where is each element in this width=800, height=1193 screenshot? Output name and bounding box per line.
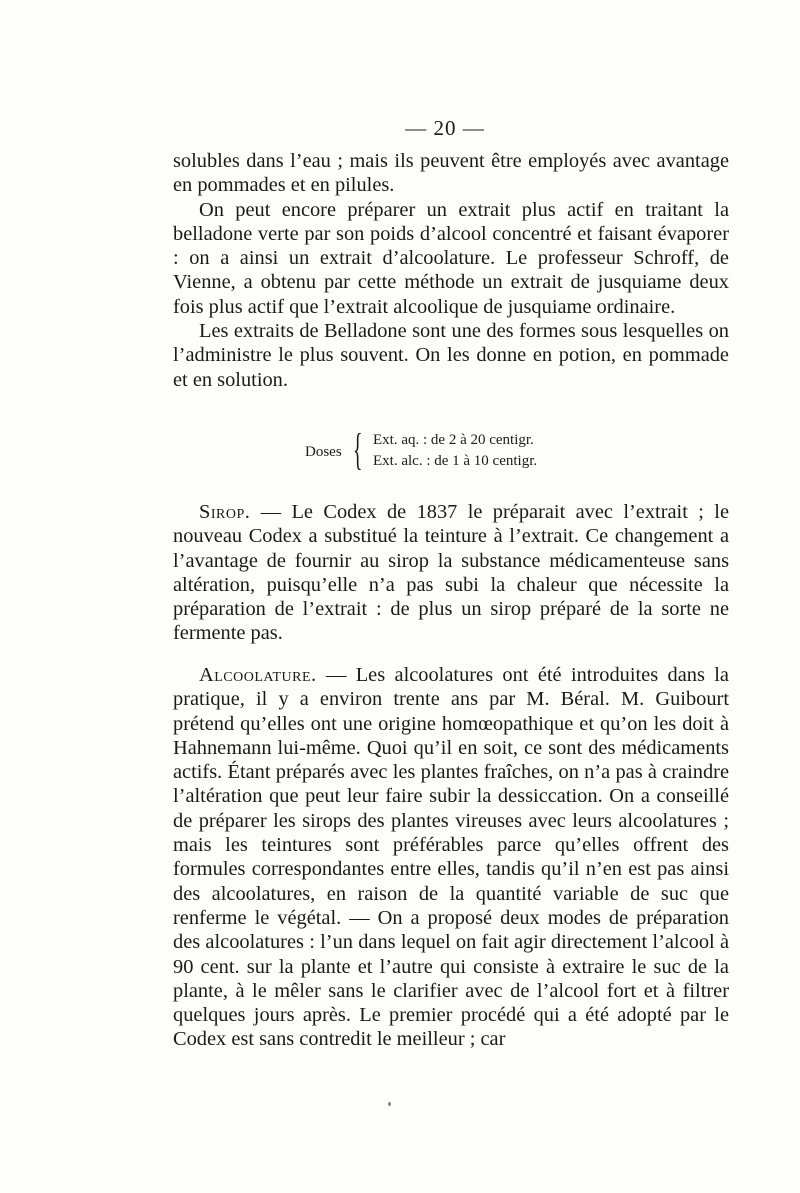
doses-block <box>305 425 605 478</box>
section-sirop <box>173 500 729 646</box>
sirop-text: — Le Codex de 1837 le préparait avec l’extrait ; le nouveau Codex a substitué la teinture à l’extrait. Ce changement a l’avantage de fournir au sirop la substance médicamenteuse sans altération, puisqu’elle n’a pas subi la chaleur que nécessite la préparation de l’extrait : de plus un sirop préparé de la sorte ne fermente pas. <box>173 501 729 645</box>
alcoolature-text: — Les alcoolatures ont été introduites dans la pratique, il y a environ trente ans par M. Béral. M. Guibourt prétend qu’elles ont une origine homœopathique et qu’on les doit à Hahnemann lui-même. Quoi qu’il en soit, ce sont des médicaments actifs. Étant préparés avec les plantes fraîches, on n’a pas à craindre l’altération que peut leur faire subir la dessiccation. On a conseillé de préparer les sirops des plantes vireuses avec leurs alcoolatures ; mais les teintures sont préférables parce qu’elles offrent des formules correspondantes entre elles, tandis qu’il n’en est pas ainsi des alcoolatures, en raison de la quantité variable de suc que renferme le végétal. — On a proposé deux modes de préparation des alcoolatures : l’un dans lequel on fait agir directement l’alcool à 90 cent. sur la plante et l’autre qui consiste à extraire le suc de la plante, à le mêler sans le clarifier avec de l’alcool fort et à filtrer quelques jours après. Le premier procédé qui a été adopté par le Codex est sans contredit le meilleur ; car <box>173 664 729 1051</box>
ink-speck <box>388 1102 391 1106</box>
section-alcoolature <box>173 663 729 1052</box>
doses-label: Doses <box>305 444 342 460</box>
page-number: — 20 — <box>405 116 485 140</box>
body-text-top <box>173 149 729 392</box>
doses-line-aqueous: Ext. aq. : de 2 à 20 centigr. <box>373 432 534 448</box>
doses-line-alcoholic: Ext. alc. : de 1 à 10 centigr. <box>373 453 538 469</box>
paragraph-extraits-belladone: Les extraits de Belladone sont une des formes sous lesquelles on l’administre le plus souvent. On les donne en potion, en pommade et en solution. <box>173 320 729 391</box>
sirop-heading: Sirop. <box>199 501 251 523</box>
alcoolature-heading: Alcoolature. <box>199 664 317 686</box>
paragraph-extrait-alcoolature: On peut encore préparer un extrait plus actif en traitant la belladone verte par son poids d’alcool concentré et faisant évaporer : on a ainsi un extrait d’alcoolature. Le professeur Schroff, de Vienne, a obtenu par cette méthode un extrait de jusquiame deux fois plus actif que l’extrait alcoolique de jusquiame ordinaire. <box>173 198 729 318</box>
paragraph-continuation: solubles dans l’eau ; mais ils peuvent être employés avec avantage en pommades et en pilules. <box>173 150 729 197</box>
doses-brace: { <box>353 425 363 474</box>
